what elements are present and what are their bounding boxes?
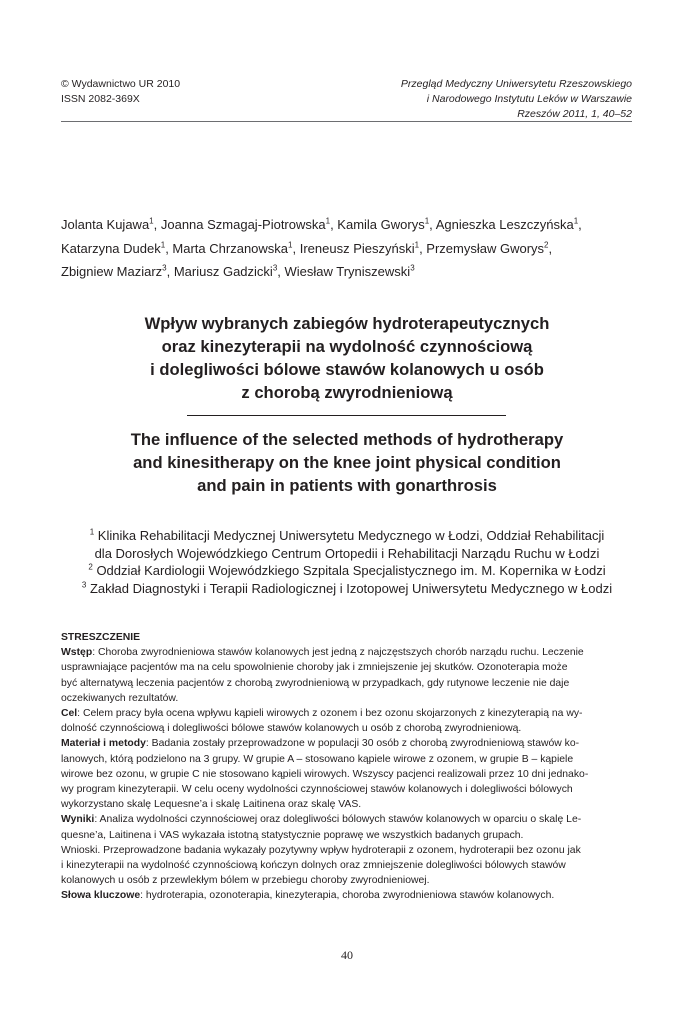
abstract	[61, 630, 633, 904]
title-divider	[187, 415, 506, 416]
author-name: Marta Chrzanowska	[172, 240, 289, 256]
title-english	[60, 428, 634, 497]
affiliation-line	[50, 562, 644, 580]
abstract-text: Choroba zwyrodnieniowa stawów kolanowych jest jedną z najczęstszych chorób narządu ruchu. Leczenie	[97, 647, 584, 659]
affiliation-text: Klinika Rehabilitacji Medycznej Uniwersytetu Medycznego w Łodzi, Oddział Rehabilitacji	[97, 528, 605, 543]
publisher-line: © Wydawnictwo UR 2010	[61, 78, 181, 90]
abstract-line	[61, 645, 633, 660]
affiliation-number: 3	[81, 580, 87, 590]
title-line: and kinesitherapy on the knee joint physical condition	[133, 453, 561, 472]
abstract-line	[61, 858, 633, 873]
journal-line: Przegląd Medyczny Uniwersytetu Rzeszowskiego	[400, 78, 632, 90]
abstract-text: i kinezyterapii na wydolność czynnościową kończyn dolnych oraz zmniejszenie dolegliwości bólowych stawów	[61, 860, 566, 872]
title-line: oraz kinezyterapii na wydolność czynnościową	[161, 337, 533, 356]
abstract-label-separator: :	[92, 647, 98, 659]
abstract-line	[61, 828, 633, 843]
abstract-label-separator: :	[77, 708, 83, 720]
abstract-section-label: Materiał i metody	[61, 738, 146, 750]
author-name: Mariusz Gadzicki	[173, 264, 273, 279]
author-name: Przemysław Gworys	[426, 240, 545, 256]
title-line: z chorobą zwyrodnieniową	[241, 383, 453, 402]
abstract-text: kolanowych u osób z przewlekłym bólem w przebiegu choroby zwyrodnieniowej.	[61, 875, 430, 887]
abstract-line	[61, 706, 633, 721]
author-affiliation-mark: 1	[573, 216, 579, 226]
abstract-section-label: Słowa kluczowe	[61, 890, 141, 902]
title-polish	[60, 312, 634, 404]
author-affiliation-mark: 1	[325, 216, 331, 226]
abstract-section-label: Wstęp	[61, 647, 93, 659]
abstract-text: wy program kinezyterapii. W celu oceny wydolności czynnościowej stawów kolanowych i dolegliwości bólowych	[61, 784, 573, 796]
abstract-line	[61, 843, 633, 858]
title-line: and pain in patients with gonarthrosis	[197, 476, 497, 495]
abstract-label-separator: :	[140, 890, 146, 902]
abstract-text: quesne’a, Laitinena i VAS wykazała istotną statystycznie poprawę we wszystkich badanych grupach.	[61, 829, 524, 841]
author-name: Wiesław Tryniszewski	[284, 264, 411, 279]
abstract-line	[61, 660, 633, 675]
author-affiliation-mark: 1	[288, 240, 293, 250]
abstract-line	[61, 782, 633, 797]
affiliation-number: 1	[89, 527, 95, 537]
author-affiliation-mark: 2	[544, 240, 549, 250]
affiliation-text: Zakład Diagnostyki i Terapii Radiologicznej i Izotopowej Uniwersytetu Medycznego w Łodzi	[89, 580, 613, 596]
author-affiliation-mark: 3	[162, 263, 167, 273]
abstract-text: Analiza wydolności czynnościowej oraz dolegliwości bólowych stawów kolanowych w oparciu o skalę Le-	[99, 814, 582, 826]
author-name: Katarzyna Dudek	[61, 240, 161, 256]
abstract-text: oczekiwanych rezultatów.	[61, 692, 179, 704]
author-list: Jolanta Kujawa$^1$, Joanna Szmagaj-Piotrowska$^1$, Kamila Gworys$^1$, Agnieszka Leszczyńska$^1$, Katarzyna Dudek$^1$, Marta Chrzanowska$^1$, Ireneusz Pieszyński$^1$, Przemysław Gworys$^2$, Zbigniew Maziarz$^3$, Mariusz Gadzicki$^3$, Wiesław Tryniszewski$^3$	[61, 216, 582, 279]
abstract-heading: STRESZCZENIE	[61, 632, 141, 643]
abstract-label-separator: :	[145, 738, 152, 750]
abstract-text: być alternatywą leczenia pacjentów z chorobą zwyrodnieniową w przypadkach, gdy rutynowe leczenie nie daje	[61, 677, 570, 689]
abstract-line	[61, 812, 633, 827]
abstract-text: Celem pracy była ocena wpływu kąpieli wirowych z ozonem i bez ozonu skojarzonych z kinezyterapią na wy-	[82, 708, 583, 720]
publisher-info	[61, 77, 180, 107]
abstract-line	[61, 676, 633, 691]
page-header	[61, 77, 632, 122]
author-affiliation-mark: 1	[424, 216, 430, 226]
affiliation-text: dla Dorosłych Wojewódzkiego Centrum Ortopedii i Rehabilitacji Narządu Ruchu w Łodzi	[94, 545, 600, 561]
affiliation-line	[50, 527, 644, 545]
title-line: Wpływ wybranych zabiegów hydroterapeutycznych	[144, 314, 550, 333]
author-affiliation-mark: 3	[272, 263, 278, 273]
abstract-text: wirowe bez ozonu, w grupie C nie stosowano kąpieli wirowych. Wszyscy pacjenci realizowali przez 10 dni jednako-	[61, 768, 589, 780]
abstract-text: usprawniające pacjentów ma na celu spowolnienie choroby jak i zmniejszenie jej skutków. Ozonoterapia może	[61, 662, 568, 674]
author-name: Agnieszka Leszczyńska	[435, 217, 574, 232]
abstract-text: dolność czynnościową i dolegliwości bólowe stawów kolanowych u osób z chorobą zwyrodnieniową.	[61, 723, 522, 735]
abstract-line	[61, 767, 633, 782]
abstract-text: hydroterapia, ozonoterapia, kinezyterapia, choroba zwyrodnieniowa stawów kolanowych.	[145, 890, 555, 902]
author-affiliation-mark: 1	[149, 216, 154, 226]
abstract-label-separator: :	[94, 814, 100, 826]
affiliation-line	[50, 545, 644, 563]
abstract-line	[61, 752, 633, 767]
title-line: The influence of the selected methods of hydrotherapy	[130, 430, 564, 449]
abstract-text: wykorzystano skalę Lequesne’a i skalę Laitinena oraz skalę VAS.	[61, 799, 362, 811]
abstract-line	[61, 691, 633, 706]
author-name: Zbigniew Maziarz	[61, 264, 163, 279]
author-affiliation-mark: 1	[160, 240, 166, 250]
abstract-text: Wnioski. Przeprowadzone badania wykazały pozytywny wpływ hydroterapii z ozonem, hydroterapii bez ozonu jak	[61, 844, 581, 856]
author-affiliation-mark: 3	[410, 263, 415, 273]
abstract-text: lanowych, którą podzielono na 3 grupy. W grupie A – stosowano kąpiele wirowe z ozonem, w grupie B – kąpiele	[61, 753, 574, 765]
abstract-line	[61, 797, 633, 812]
abstract-line	[61, 873, 633, 888]
abstract-text: Badania zostały przeprowadzone w populacji 30 osób z chorobą zwyrodnieniową stawów ko-	[151, 738, 580, 750]
page-number: 40	[341, 948, 353, 962]
abstract-line	[61, 888, 633, 903]
author-name: Kamila Gworys	[337, 217, 425, 232]
affiliation-line	[50, 580, 644, 598]
author-name: Joanna Szmagaj-Piotrowska	[160, 217, 326, 232]
affiliation-number: 2	[88, 562, 93, 572]
abstract-section-label: Cel	[61, 708, 78, 720]
abstract-section-label: Wyniki	[61, 814, 95, 826]
journal-issue-line: Rzeszów 2011, 1, 40–52	[517, 108, 632, 120]
author-name: Jolanta Kujawa	[61, 217, 150, 232]
journal-info	[401, 77, 632, 122]
issn-line: ISSN 2082-369X	[61, 93, 140, 105]
affiliations	[50, 527, 644, 597]
abstract-body	[61, 645, 633, 903]
author-affiliation-mark: 1	[414, 240, 420, 250]
author-name: Ireneusz Pieszyński	[299, 240, 415, 256]
abstract-line	[61, 721, 633, 736]
affiliation-text: Oddział Kardiologii Wojewódzkiego Szpitala Specjalistycznego im. M. Kopernika w Łodzi	[96, 563, 606, 578]
journal-line: i Narodowego Instytutu Leków w Warszawie	[426, 93, 632, 105]
abstract-line	[61, 736, 633, 751]
title-line: i dolegliwości bólowe stawów kolanowych u osób	[150, 360, 544, 379]
